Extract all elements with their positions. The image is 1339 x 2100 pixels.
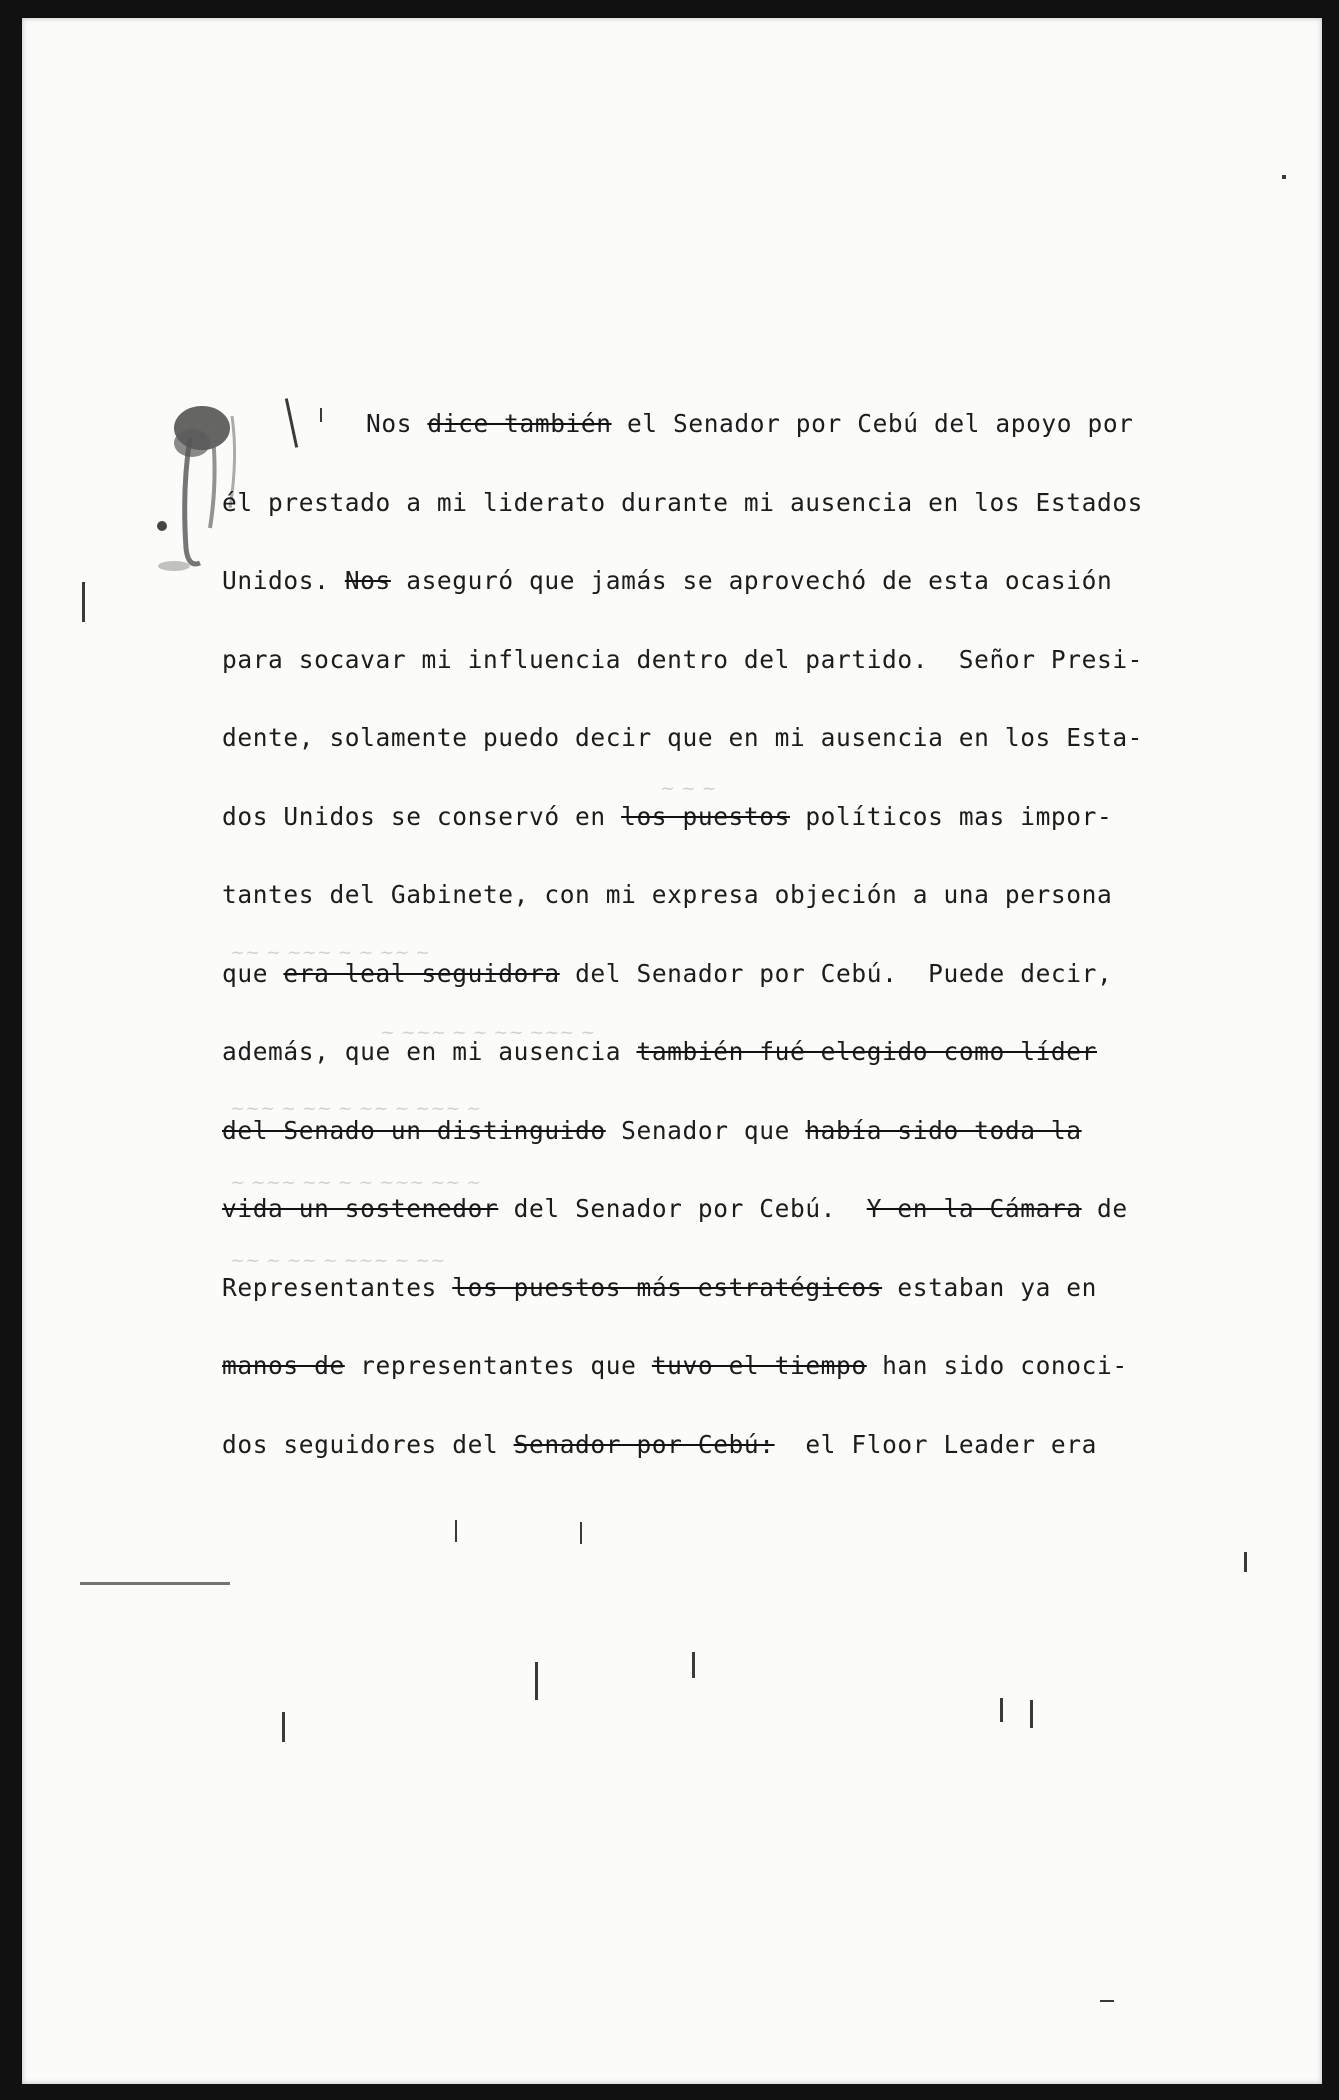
typed-text: aseguró que jamás se aprovechó de esta ocasión [390,566,1113,595]
text-line [222,1189,1182,1228]
typed-text: él prestado a mi liderato durante mi ausencia en los Estados [222,487,1144,517]
handwritten-scrawl: ~~ ~ ~~ ~ ~~~ ~ ~~ [230,1250,446,1271]
struck-text: tuvo el tiempo [651,1351,867,1380]
struck-text: manos de [222,1351,345,1380]
typed-text: el Floor Leader era [774,1429,1097,1459]
text-line [222,640,1182,679]
struck-text: había sido toda la [805,1115,1082,1145]
text-line [222,875,1182,914]
typed-text: tantes del Gabinete, con mi expresa objeción a una persona [222,880,1113,909]
typed-text: dos seguidores del [222,1429,514,1459]
handwritten-scrawl: ~~ ~ ~~~ ~ ~ ~~ ~ [230,942,431,963]
stray-mark [1000,1698,1003,1722]
handwritten-scrawl: ~ ~ ~ [660,778,717,799]
stray-mark [80,1582,230,1585]
text-line [222,954,1182,993]
struck-text: dice también [427,409,612,438]
scan-edge-tab [0,1582,24,1632]
struck-text: Nos [344,566,391,595]
struck-text: los puestos más estratégicos [452,1272,883,1302]
handwritten-scrawl: ~~~ ~ ~~ ~ ~~ ~ ~~~ ~ [230,1098,482,1119]
tick-mark [82,582,85,622]
typed-text: del Senador por Cebú. [498,1194,867,1223]
typed-text-block [222,404,1182,1503]
typed-text: del Senador por Cebú. Puede decir, [559,958,1113,988]
struck-text: los puestos [621,801,790,831]
typed-text: de [1081,1194,1128,1223]
typed-text: representantes que [344,1351,652,1380]
struck-text: también fué elegido como líder [636,1037,1097,1066]
text-line [222,1268,1182,1307]
typed-text: han sido conoci- [866,1351,1128,1380]
typed-text: para socavar mi influencia dentro del partido. Señor Presi- [222,644,1144,674]
typed-text: estaban ya en [882,1272,1097,1302]
handwritten-scrawl: ~ ~~~ ~ ~ ~~ ~~~ ~ [380,1022,596,1043]
text-line [222,718,1182,757]
typed-text: políticos mas impor- [789,801,1113,831]
typed-text: Nos [366,409,428,438]
text-line [222,1111,1182,1150]
tick-mark [1282,175,1286,179]
struck-text: del Senado un distinguido [222,1115,606,1145]
text-line [222,483,1182,522]
typed-text: además, que en mi ausencia [222,1037,637,1066]
struck-text: era leal seguidora [283,958,560,988]
stray-mark [1100,2000,1114,2002]
text-line [222,797,1182,836]
text-line [222,1032,1182,1071]
typed-text: Unidos. [222,566,345,595]
stray-mark [1030,1700,1033,1728]
struck-text: Y en la Cámara [866,1194,1082,1223]
stray-mark [692,1652,695,1678]
text-line [222,561,1182,600]
typed-text: Senador que [605,1115,806,1145]
stray-mark [282,1712,285,1742]
struck-text: Senador por Cebú: [513,1429,775,1459]
typed-text: el Senador por Cebú del apoyo por [611,409,1134,438]
struck-text: vida un sostenedor [222,1194,499,1223]
typed-text: dente, solamente puedo decir que en mi ausencia en los Esta- [222,723,1144,752]
text-line [222,1425,1182,1464]
handwritten-scrawl: ~ ~~~ ~~ ~ ~ ~~~ ~~ ~ [230,1172,482,1193]
stray-mark [580,1522,582,1544]
typed-text: que [222,958,284,988]
text-line [222,404,1182,443]
typed-text: Representantes [222,1272,453,1302]
stray-mark [1244,1552,1247,1572]
text-line [222,1346,1182,1385]
stray-mark [455,1520,457,1542]
stray-mark [535,1662,538,1700]
typed-text: dos Unidos se conservó en [222,801,622,831]
